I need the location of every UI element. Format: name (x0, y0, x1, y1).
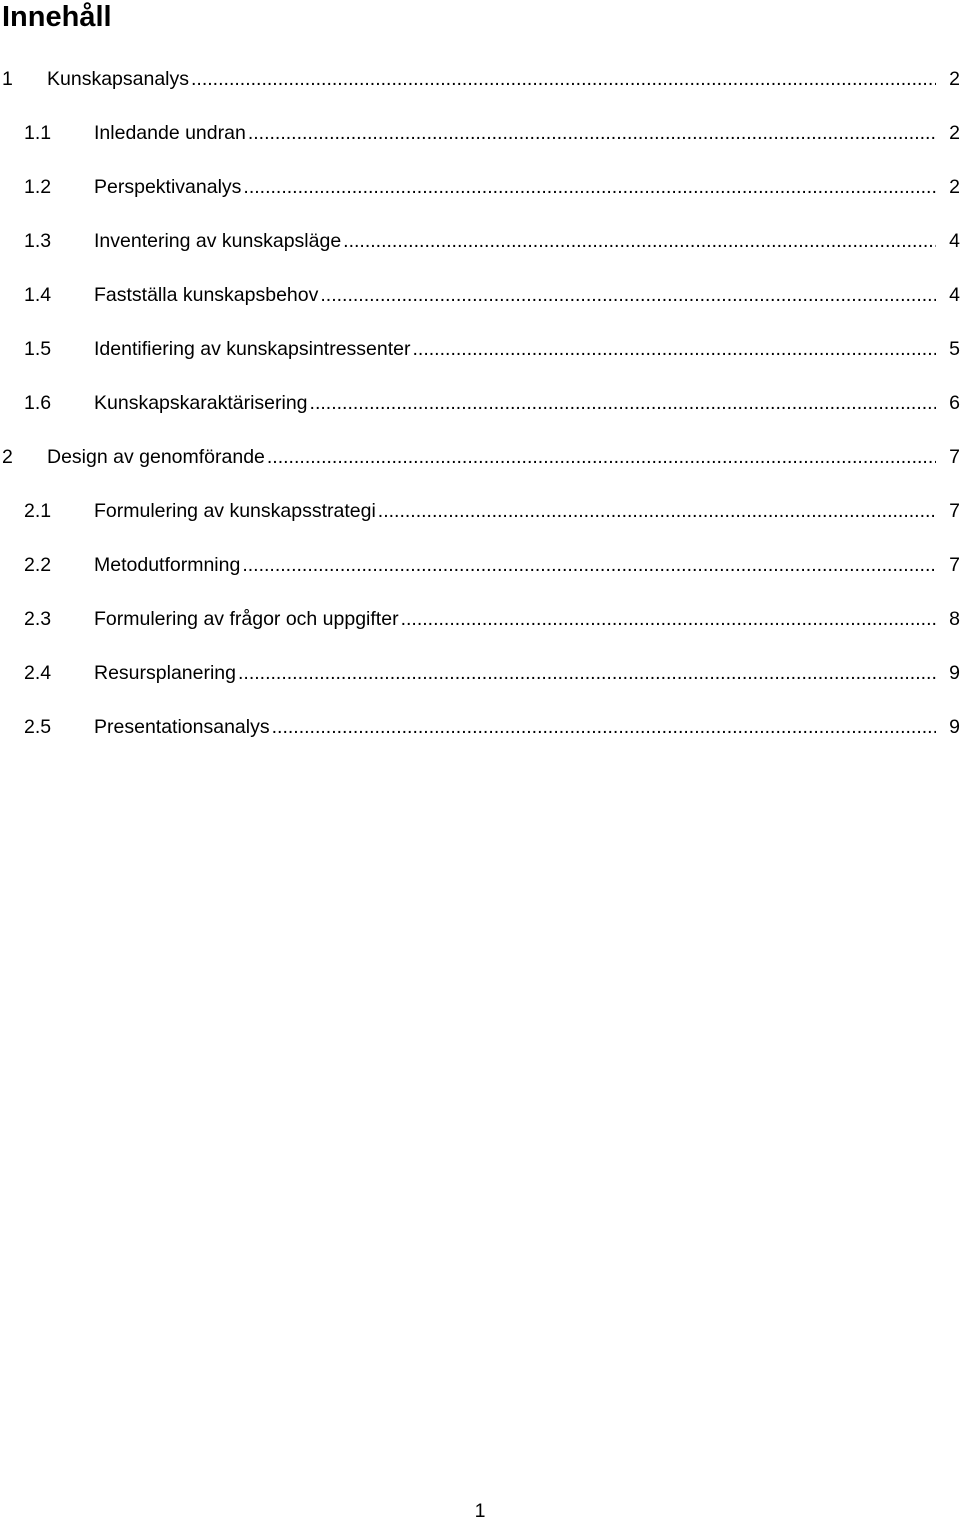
toc-entry[interactable] (0, 700, 960, 754)
toc-entry[interactable] (0, 106, 960, 160)
toc-entry-label: Formulering av kunskapsstrategi (94, 500, 376, 522)
toc-entry-page: 4 (949, 284, 960, 306)
toc-entry-label: Metodutformning (94, 554, 241, 576)
toc-dot-leader (310, 376, 936, 430)
page-number: 1 (474, 1500, 486, 1522)
toc-entry-number: 2.5 (24, 716, 52, 738)
toc-entry-label: Formulering av frågor och uppgifter (94, 608, 399, 630)
toc-entry-number: 1.4 (24, 284, 52, 306)
toc-entry-number: 2.3 (24, 608, 52, 630)
toc-entry[interactable] (0, 592, 960, 646)
toc-entry-page: 9 (949, 662, 960, 684)
toc-entry-label: Fastställa kunskapsbehov (94, 284, 319, 306)
toc-entry[interactable] (0, 322, 960, 376)
toc-entry[interactable] (0, 430, 960, 484)
toc-entry-label: Resursplanering (94, 662, 236, 684)
toc-entry-number: 2.2 (24, 554, 52, 576)
toc-entry-label: Inventering av kunskapsläge (94, 230, 342, 252)
toc-entry-label: Kunskapskaraktärisering (94, 392, 308, 414)
toc-entry-number: 2.1 (24, 500, 52, 522)
toc-entry-label: Identifiering av kunskapsintressenter (94, 338, 411, 360)
toc-dot-leader (378, 484, 936, 538)
toc-entry[interactable] (0, 484, 960, 538)
toc-dot-leader (343, 214, 936, 268)
toc-dot-leader (320, 268, 936, 322)
toc-entry-label: Perspektivanalys (94, 176, 242, 198)
toc-entry[interactable] (0, 376, 960, 430)
toc-entry-number: 2 (2, 446, 13, 468)
toc-entry-page: 2 (949, 176, 960, 198)
toc-entry[interactable] (0, 160, 960, 214)
toc-entry[interactable] (0, 214, 960, 268)
toc-entry-label: Kunskapsanalys (47, 68, 190, 90)
toc-dot-leader (238, 646, 936, 700)
toc-entry-page: 2 (949, 122, 960, 144)
toc-entry[interactable] (0, 268, 960, 322)
toc-entry-page: 6 (949, 392, 960, 414)
toc-entry-page: 2 (949, 68, 960, 90)
toc-dot-leader (401, 592, 936, 646)
toc-entry-number: 1.2 (24, 176, 52, 198)
toc-entry-number: 1.3 (24, 230, 52, 252)
page-title: Innehåll (2, 1, 112, 33)
toc-entry-page: 7 (949, 500, 960, 522)
toc-entry-page: 7 (949, 446, 960, 468)
toc-entry-number: 1 (2, 68, 13, 90)
toc-dot-leader (267, 430, 936, 484)
toc-dot-leader (191, 52, 936, 106)
toc-dot-leader (242, 538, 936, 592)
toc-entry[interactable] (0, 52, 960, 106)
toc-entry-number: 1.1 (24, 122, 52, 144)
toc-dot-leader (243, 160, 936, 214)
toc-entry-page: 5 (949, 338, 960, 360)
toc-entry-number: 1.5 (24, 338, 52, 360)
toc-entry-label: Inledande undran (94, 122, 246, 144)
toc-entry-page: 4 (949, 230, 960, 252)
table-of-contents (0, 52, 960, 754)
toc-entry-number: 1.6 (24, 392, 52, 414)
toc-dot-leader (272, 700, 936, 754)
toc-entry[interactable] (0, 538, 960, 592)
toc-entry-number: 2.4 (24, 662, 52, 684)
toc-dot-leader (413, 322, 936, 376)
toc-entry-page: 9 (949, 716, 960, 738)
toc-entry-page: 7 (949, 554, 960, 576)
toc-entry-label: Presentationsanalys (94, 716, 270, 738)
toc-dot-leader (248, 106, 936, 160)
toc-entry-page: 8 (949, 608, 960, 630)
toc-entry[interactable] (0, 646, 960, 700)
toc-entry-label: Design av genomförande (47, 446, 265, 468)
